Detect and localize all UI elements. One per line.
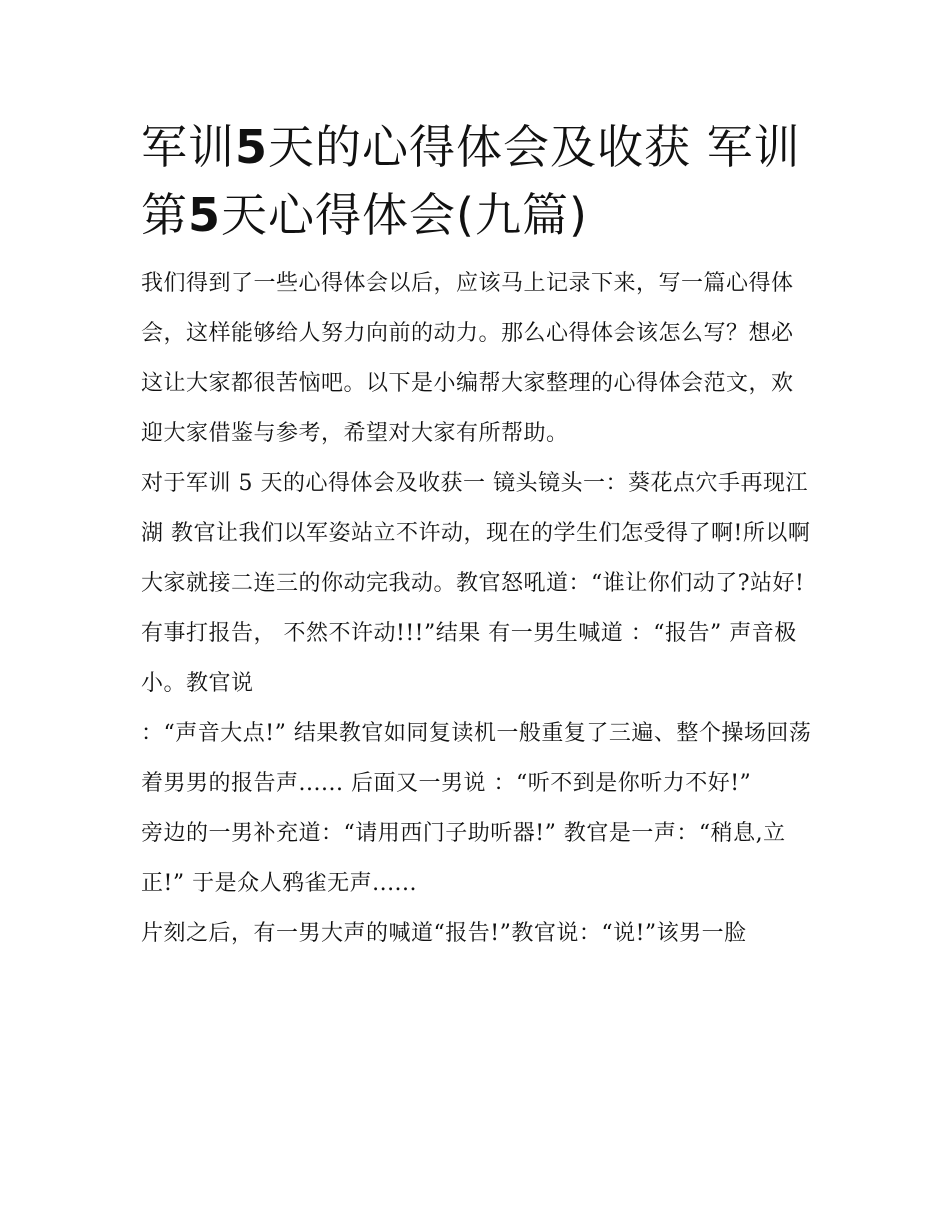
title-number: 5	[188, 188, 222, 242]
body-paragraph: 旁边的一男补充道：“请用西门子助听器!” 教官是一声：“稍息,立正!” 于是众人鸦雀无声......	[141, 821, 786, 896]
document-title	[141, 113, 813, 249]
body-paragraph: 片刻之后，有一男大声的喊道“报告!”教官说：“说!”该男一脸	[141, 921, 747, 946]
intro-paragraph: 我们得到了一些心得体会以后，应该马上记录下来，写一篇心得体会，这样能够给人努力向前的动力。那么心得体会该怎么写？想必这让大家都很苦恼吧。以下是小编帮大家整理的心得体会范文，欢迎大家借鉴与参考，希望对大家有所帮助。	[141, 271, 794, 446]
title-number: 5	[235, 120, 269, 174]
body-paragraph: 对于军训 5 天的心得体会及收获一 镜头镜头一：葵花点穴手再现江湖 教官让我们以军姿站立不许动，现在的学生们怎受得了啊!所以啊	[141, 471, 811, 546]
body-paragraph: 大家就接二连三的你动完我动。教官怒吼道：“谁让你们动了?站好! 有事打报告， 不然不许动!!!”结果 有一男生喊道 ：“报告” 声音极小。教官说	[141, 571, 805, 696]
document-body	[141, 113, 813, 959]
title-text: 天心得体会(九篇)	[221, 188, 588, 242]
body-paragraph: ：“声音大点!” 结果教官如同复读机一般重复了三遍、整个操场回荡着男男的报告声...... 后面又一男说 ：“听不到是你听力不好!”	[141, 721, 812, 796]
title-text: 军训	[141, 120, 235, 174]
title-text: 天的心得体会及收获 军训第	[141, 120, 801, 242]
